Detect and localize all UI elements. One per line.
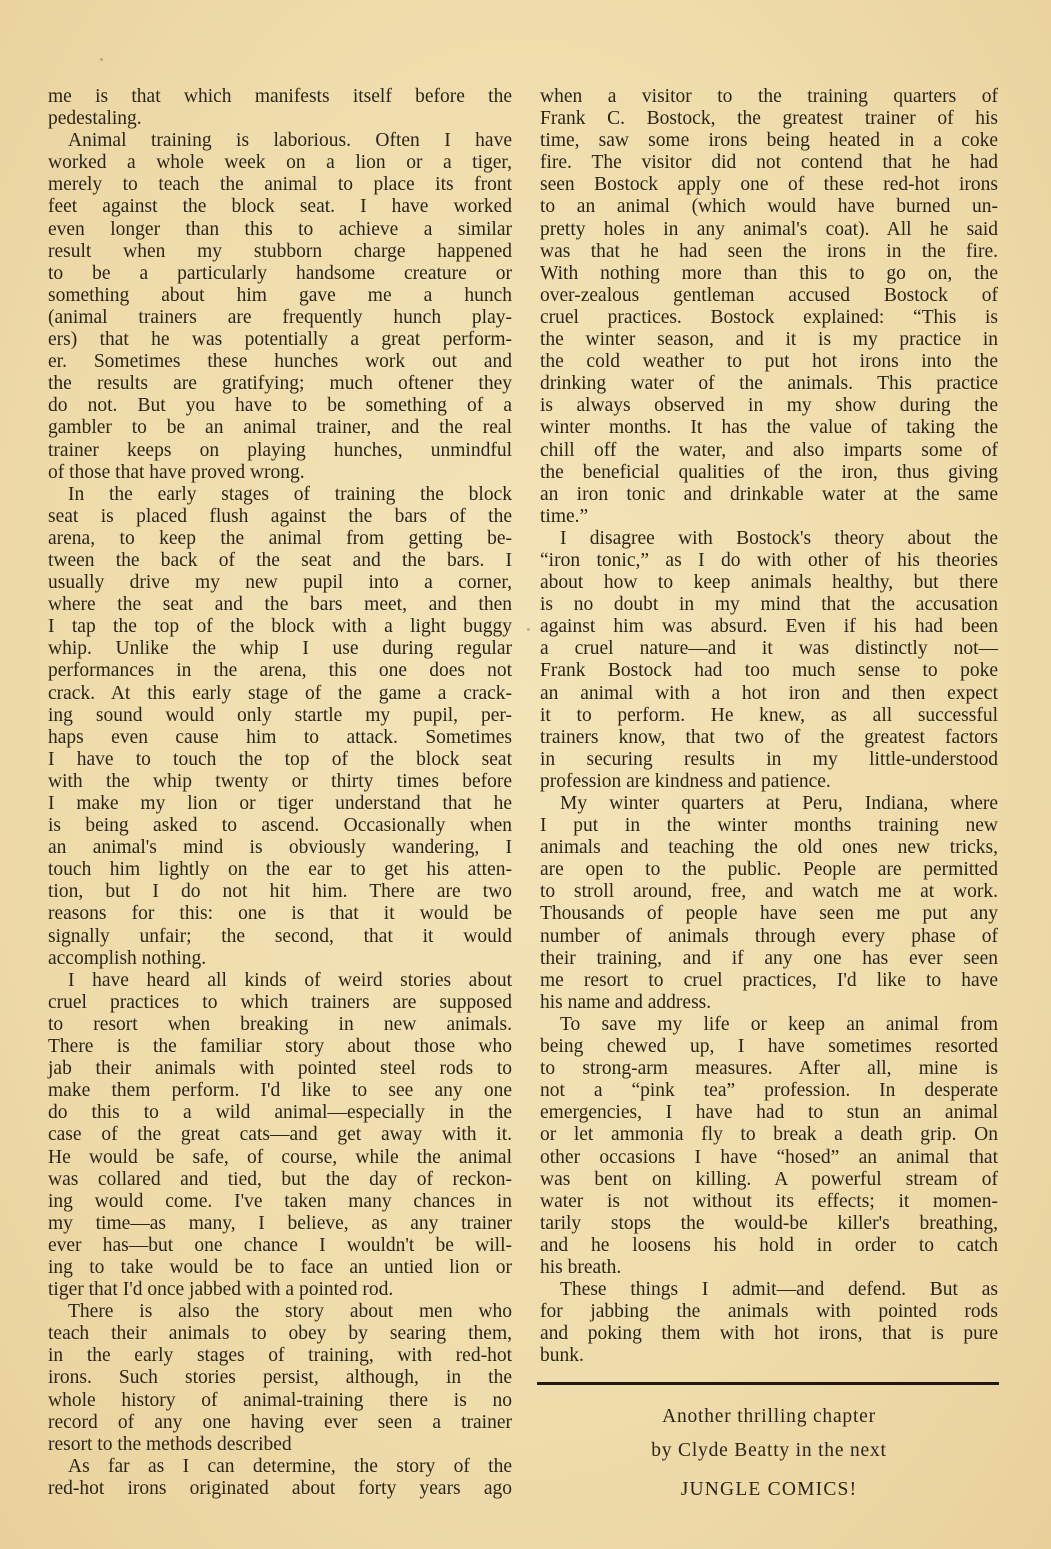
text-line: being chewed up, I have sometimes resorted [540,1036,998,1058]
text-line: jab their animals with pointed steel rods to [48,1058,512,1080]
text-line: drinking water of the animals. This practice [540,373,998,395]
text-line: feet against the block seat. I have worked [48,196,512,218]
text-line: me resort to cruel practices, I'd like to have [540,969,998,991]
text-line: record of any one having ever seen a trainer [48,1411,512,1433]
text-line: do not. But you have to be something of a [48,395,512,417]
paragraph [540,1014,998,1279]
paper-speck [527,628,530,631]
text-line: touch him lightly on the ear to get his atten- [48,859,512,881]
text-line: signally unfair; the second, that it would [48,925,512,947]
text-line: an iron tonic and drinkable water at the same [540,483,998,505]
text-line: not a “pink tea” profession. In desperate [540,1080,998,1102]
text-line: ing would come. I've taken many chances in [48,1190,512,1212]
paragraph [48,484,512,970]
text-line: These things I admit—and defend. But as [560,1279,998,1301]
text-line: was collared and tied, but the day of reckon- [48,1168,512,1190]
text-line: water is not without its effects; it momen- [540,1190,998,1212]
text-line: the cold weather to put hot irons into the [540,351,998,373]
text-line: To save my life or keep an animal from [560,1013,998,1035]
text-line: result when my stubborn charge happened [48,240,512,262]
text-line: tion, but I do not hit him. There are two [48,881,512,903]
text-line: fire. The visitor did not contend that he had [540,152,998,174]
text-line: to an animal (which would have burned un- [540,196,998,218]
text-line: are open to the public. People are permitted [540,859,998,881]
text-line: and he loosens his hold in order to catch [540,1234,998,1256]
text-line: pretty holes in any animal's coat). All he said [540,218,998,240]
text-line: ers) that he was potentially a great perform- [48,329,512,351]
text-line: trainers know, that two of the greatest factors [540,726,998,748]
text-line: Animal training is laborious. Often I have [68,130,512,152]
text-line: usually drive my new pupil into a corner, [48,572,512,594]
text-line: He would be safe, of course, while the animal [48,1146,512,1168]
text-line: bunk. [540,1345,584,1367]
text-line: Thousands of people have seen me put any [540,903,998,925]
text-line: tween the back of the seat and the bars. I [48,549,512,571]
text-line: resort to the methods described [48,1433,292,1455]
text-line: teach their animals to obey by searing them, [48,1323,512,1345]
text-line: time.” [540,505,589,527]
text-line: “iron tonic,” as I do with other of his theories [540,549,998,571]
text-line: is no doubt in my mind that the accusation [540,594,998,616]
paragraph [540,528,998,793]
text-line: ever has—but one chance I wouldn't be will- [48,1234,512,1256]
next-chapter-notice-line-2: by Clyde Beatty in the next [651,1440,887,1461]
text-line: pedestaling. [48,108,142,130]
text-line: emergencies, I have had to stun an animal [540,1102,998,1124]
text-line: to stroll around, free, and watch me at work. [540,881,998,903]
text-line: the results are gratifying; much oftener they [48,373,512,395]
text-line: case of the great cats—and get away with it. [48,1124,512,1146]
text-line: in securing results in my little-understood [540,748,998,770]
text-line: With nothing more than this to go on, the [540,262,998,284]
text-line: worked a whole week on a lion or a tiger, [48,152,512,174]
text-line: red-hot irons originated about forty years ago [48,1477,512,1499]
text-line: ing sound would only startle my pupil, per- [48,704,512,726]
text-line: for jabbing the animals with pointed rods [540,1301,998,1323]
text-line: in the early stages of training, with red-hot [48,1345,512,1367]
paragraph [48,1456,512,1500]
text-line: an animal's mind is obviously wandering, I [48,837,512,859]
text-line: tarily stops the would-be killer's breathing, [540,1212,998,1234]
text-line: (animal trainers are frequently hunch play- [48,306,512,328]
text-line: In the early stages of training the block [68,483,512,505]
text-line: profession are kindness and patience. [540,770,831,792]
text-line: gambler to be an animal trainer, and the real [48,417,512,439]
text-line: seen Bostock apply one of these red-hot irons [540,174,998,196]
text-line: I have to touch the top of the block seat [48,748,512,770]
text-line: is being asked to ascend. Occasionally when [48,815,512,837]
text-line: winter months. It has the value of taking the [540,417,998,439]
text-line: to be a particularly handsome creature or [48,262,512,284]
text-line: irons. Such stories persist, although, in the [48,1367,512,1389]
text-line: is always observed in my show during the [540,395,998,417]
paragraph [540,86,998,528]
paragraph [48,970,512,1301]
paragraph [540,793,998,1014]
text-line: reasons for this: one is that it would be [48,903,512,925]
text-line: an animal with a hot iron and then expect [540,682,998,704]
text-line: whole history of animal-training there is no [48,1389,512,1411]
text-line: to resort when breaking in new animals. [48,1013,512,1035]
text-line: My winter quarters at Peru, Indiana, where [560,793,998,814]
text-line: over-zealous gentleman accused Bostock of [540,284,998,306]
text-line: of those that have proved wrong. [48,461,305,483]
text-line: Frank C. Bostock, the greatest trainer of his [540,108,998,130]
text-line: cruel practices. Bostock explained: “This is [540,306,998,328]
text-line: against him was absurd. Even if his had been [540,616,998,638]
next-chapter-notice-line-1: Another thrilling chapter [662,1406,876,1427]
text-line: or let ammonia fly to break a death grip. On [540,1124,998,1146]
paper-speck [100,58,103,61]
text-line: I have heard all kinds of weird stories about [68,969,512,991]
text-line: merely to teach the animal to place its front [48,174,512,196]
paragraph [48,1301,512,1456]
text-line: haps even cause him to attack. Sometimes [48,726,512,748]
text-line: animals and teaching the old ones new tricks, [540,837,998,859]
text-line: and poking them with hot irons, that is pure [540,1323,998,1345]
text-line: make them perform. I'd like to see any one [48,1080,512,1102]
text-line: time, saw some irons being heated in a coke [540,130,998,152]
text-line: something about him gave me a hunch [48,284,512,306]
text-line: my time—as many, I believe, as any trainer [48,1212,512,1234]
text-line: their training, and if any one has ever seen [540,947,998,969]
text-line: when a visitor to the training quarters of [540,86,998,107]
text-line: crack. At this early stage of the game a crack- [48,682,512,704]
text-line: even longer than this to achieve a similar [48,218,512,240]
text-line: trainer keeps on playing hunches, unmindful [48,439,512,461]
text-line: chill off the water, and also imparts some of [540,439,998,461]
right-text-column [540,86,998,1367]
text-line: er. Sometimes these hunches work out and [48,351,512,373]
text-line: me is that which manifests itself before the [48,86,512,107]
text-line: where the seat and the bars meet, and then [48,594,512,616]
text-line: other occasions I have “hosed” an animal that [540,1146,998,1168]
text-line: number of animals through every phase of [540,925,998,947]
text-line: accomplish nothing. [48,947,207,969]
text-line: There is also the story about men who [68,1301,512,1323]
text-line: do this to a wild animal—especially in the [48,1102,512,1124]
text-line: with the whip twenty or thirty times before [48,770,512,792]
text-line: about how to keep animals healthy, but there [540,572,998,594]
text-line: performances in the arena, this one does not [48,660,512,682]
text-line: his breath. [540,1256,622,1278]
text-line: I put in the winter months training new [540,815,998,837]
text-line: I make my lion or tiger understand that he [48,793,512,814]
left-text-column [48,86,512,1500]
text-line: arena, to keep the animal from getting be- [48,527,512,549]
next-chapter-magazine-title: JUNGLE COMICS! [680,1479,858,1500]
text-line: the beneficial qualities of the iron, thus giving [540,461,998,483]
text-line: tiger that I'd once jabbed with a pointed rod. [48,1279,394,1301]
text-line: whip. Unlike the whip I use during regular [48,638,512,660]
text-line: to strong-arm measures. After all, mine is [540,1058,998,1080]
text-line: There is the familiar story about those who [48,1036,512,1058]
text-line: the winter season, and it is my practice in [540,329,998,351]
text-line: seat is placed flush against the bars of the [48,505,512,527]
text-line: was that he had seen the irons in the fire. [540,240,998,262]
paragraph [48,130,512,484]
text-line: it to perform. He knew, as all successful [540,704,998,726]
text-line: Frank Bostock had too much sense to poke [540,660,998,682]
text-line: As far as I can determine, the story of the [68,1455,512,1477]
paragraph [48,86,512,130]
text-line: was bent on killing. A powerful stream of [540,1168,998,1190]
paragraph [540,1279,998,1367]
text-line: a cruel nature—and it was distinctly not— [540,638,998,660]
text-line: his name and address. [540,991,712,1013]
text-line: ing to take would be to face an untied lion or [48,1256,512,1278]
text-line: I disagree with Bostock's theory about the [560,527,998,549]
section-divider [537,1382,999,1385]
text-line: cruel practices to which trainers are supposed [48,991,512,1013]
text-line: I tap the top of the block with a light buggy [48,616,512,638]
